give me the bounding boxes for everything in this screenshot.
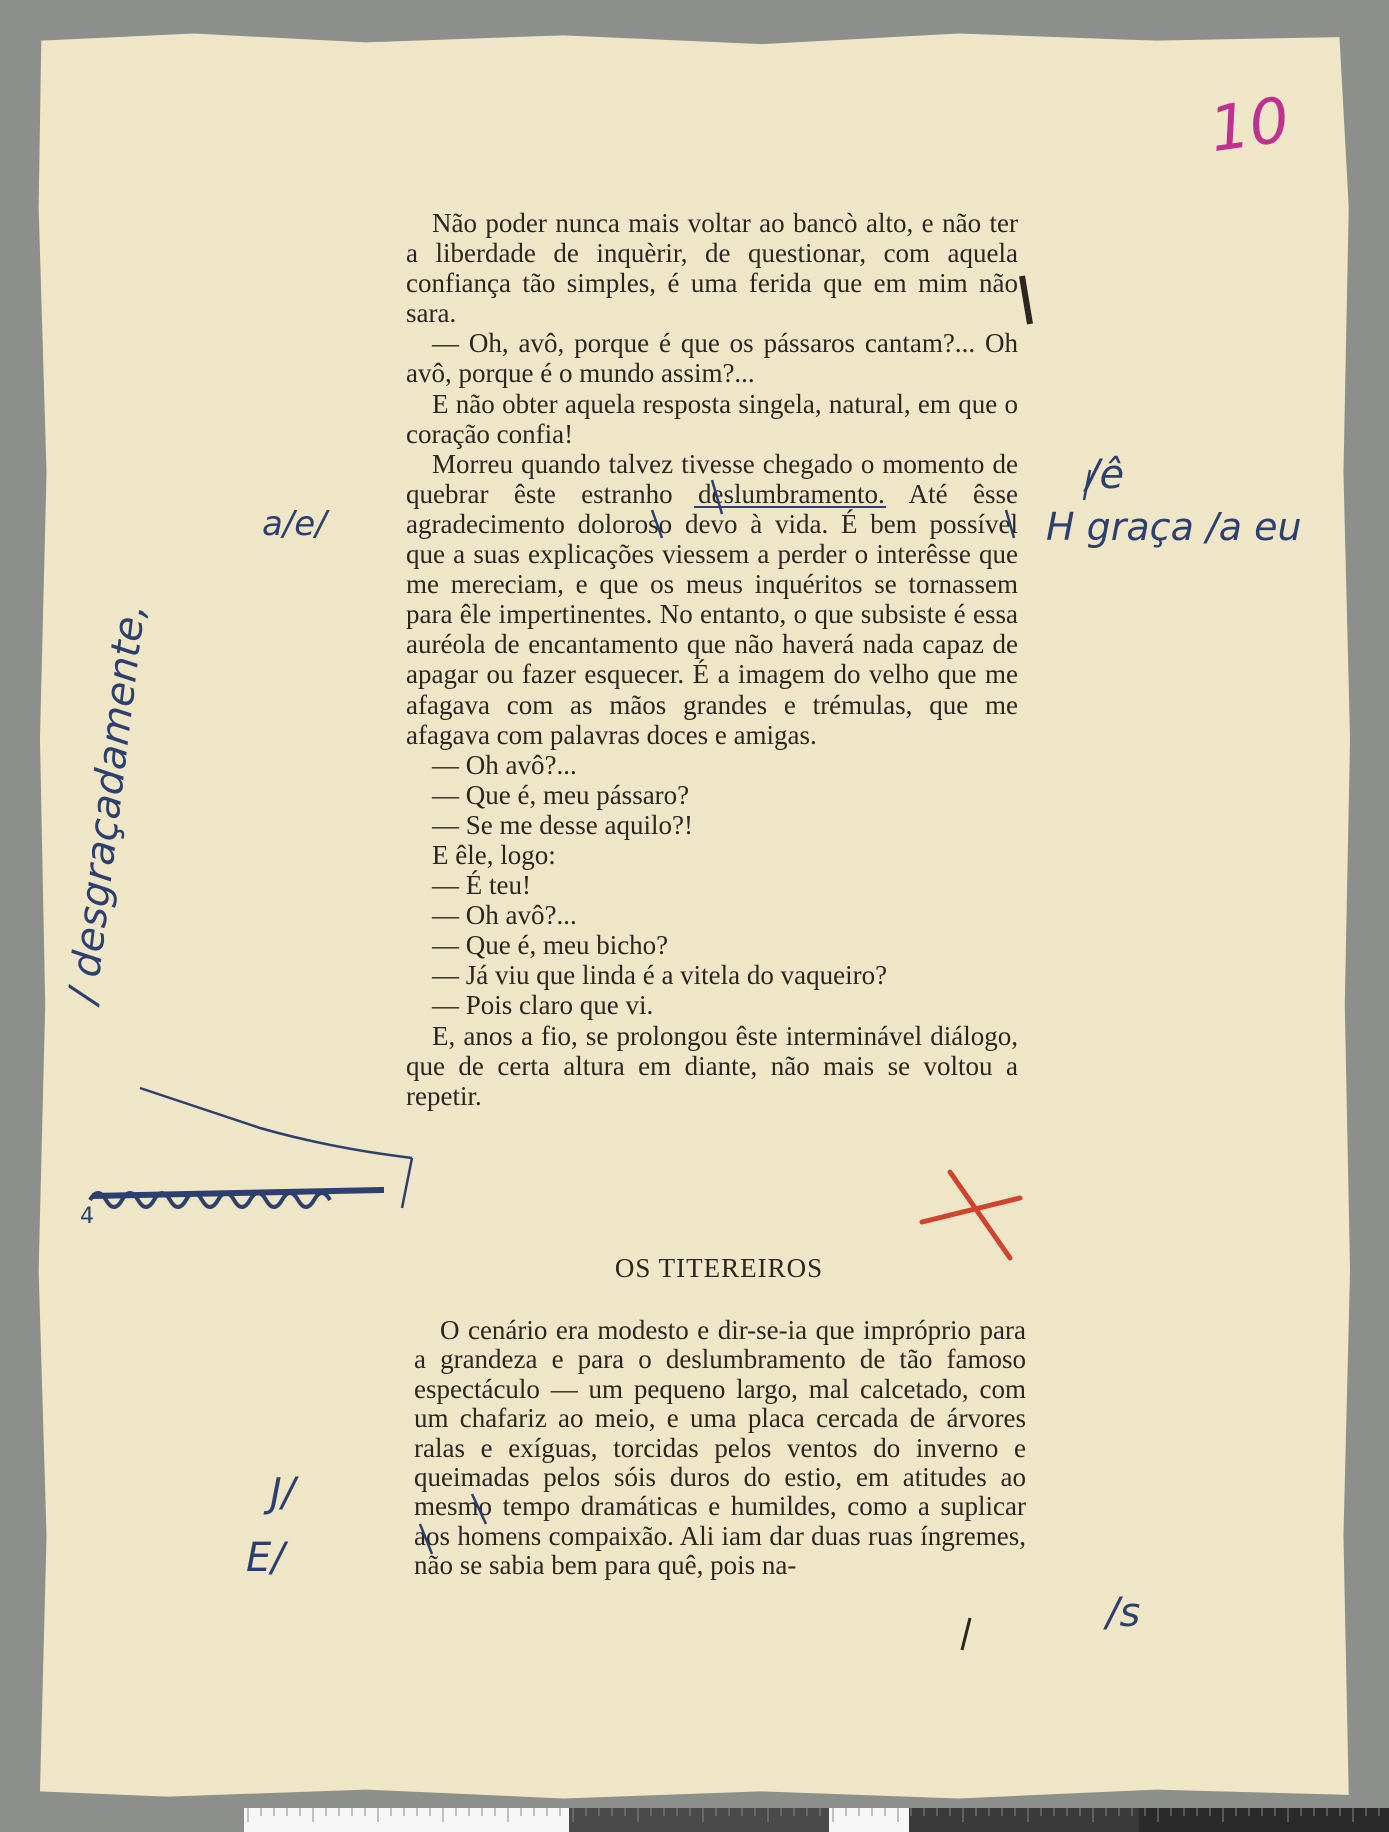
- insertion-line-2: [402, 1158, 412, 1208]
- margin-note-a-e: a/e/: [262, 504, 327, 544]
- paragraph: Morreu quando talvez tivesse chegado o momento de quebrar êste estranho deslumbramento. Até êsse agradecimento doloroso devo à vida. É bem possível que a suas explicações viessem a perder o interêsse que me mereciam, e que os meus inquéritos se tornassem para êle impertinentes. No entanto, o que subsiste é essa auréola de encantamento que não haverá nada capaz de apagar ou fazer esquecer. É a imagem do velho que me afagava com as mãos grandes e trémulas, que me afagava com palavras doces e amigas.: [406, 448, 1018, 750]
- paragraph: Não poder nunca mais voltar ao bancò alto, e não ter a liberdade de inquèrir, de questionar, com aquela confiança tão simples, é uma ferida que em mim não sara.: [406, 208, 1018, 329]
- dialogue-line: — Se me desse aquilo?!: [432, 809, 693, 840]
- dialogue-line: — Pois claro que vi.: [432, 990, 654, 1021]
- margin-slash-e: [1084, 470, 1090, 500]
- scribble-strikeout-2: [92, 1190, 384, 1196]
- insert-mark-estio: [420, 1524, 432, 1554]
- paragraph: — Oh, avô, porque é que os pássaros cantam?... Oh avô, porque é o mundo assim?...: [406, 328, 1018, 389]
- margin-note-e-circumflex: /ê: [1086, 452, 1125, 498]
- insert-mark-pois: [962, 1618, 970, 1650]
- margin-note-s: /s: [1106, 1590, 1141, 1636]
- margin-note-j: J/: [270, 1470, 296, 1516]
- dialogue-line: E êle, logo:: [432, 839, 556, 870]
- dialogue-line: — Já viu que linda é a vitela do vaqueiro?: [432, 960, 888, 991]
- paragraph: E não obter aquela resposta singela, natural, em que o coração confia!: [406, 388, 1018, 449]
- paragraph: O cenário era modesto e dir-se-ia que impróprio para a grandeza e para o deslumbramento de tão famoso espectáculo — um pequeno largo, mal calcetado, com um chafariz ao meio, e uma placa cercada de árvores ralas e exíguas, torcidas pelos ventos do inverno e queimadas pelos sóis duros do estio, em atitudes ao mesmo tempo dramáticas e humildes, como a suplicar aos homens compaixão. Ali iam dar duas ruas íngremes, não se sabia bem para quê, pois na-: [414, 1315, 1026, 1581]
- handwritten-page-number: 10: [1205, 82, 1294, 167]
- margin-note-graca: H graça /a eu: [1046, 505, 1302, 549]
- dialogue-line: — Que é, meu pássaro?: [432, 779, 690, 810]
- ruler-segment: [244, 1808, 569, 1832]
- margin-note-desgracadamente: / desgraçadamente,: [60, 601, 155, 1006]
- margin-note-4: 4: [80, 1204, 94, 1229]
- dialogue-line: — Oh avô?...: [432, 749, 577, 780]
- ruler-segment: [909, 1808, 1139, 1832]
- insert-mark-inverno: [472, 1494, 486, 1524]
- ruler-segment: [829, 1808, 909, 1832]
- ruler-ticks: [244, 1808, 1389, 1832]
- paragraph-closing: E, anos a fio, se prolongou êste interminável diálogo, que de certa altura em diante, não mais se voltou a repetir.: [406, 1020, 1018, 1111]
- dialogue-line: — Oh avô?...: [432, 900, 577, 931]
- insert-mark-doloroso: [1006, 510, 1014, 538]
- ruler-segment: [1139, 1808, 1389, 1832]
- scale-ruler: [244, 1808, 1389, 1832]
- insertion-line: [140, 1088, 412, 1158]
- insert-mark-este: [712, 480, 722, 514]
- section-title: OS TITEREIROS: [614, 1253, 824, 1283]
- dialogue-line: — É teu!: [432, 870, 531, 901]
- insert-mark-esse: [652, 510, 662, 538]
- ruler-segment: [569, 1808, 829, 1832]
- insert-mark-sara: [1022, 276, 1030, 324]
- dialogue-line: — Que é, meu bicho?: [432, 930, 669, 961]
- margin-note-e: E/: [246, 1535, 285, 1581]
